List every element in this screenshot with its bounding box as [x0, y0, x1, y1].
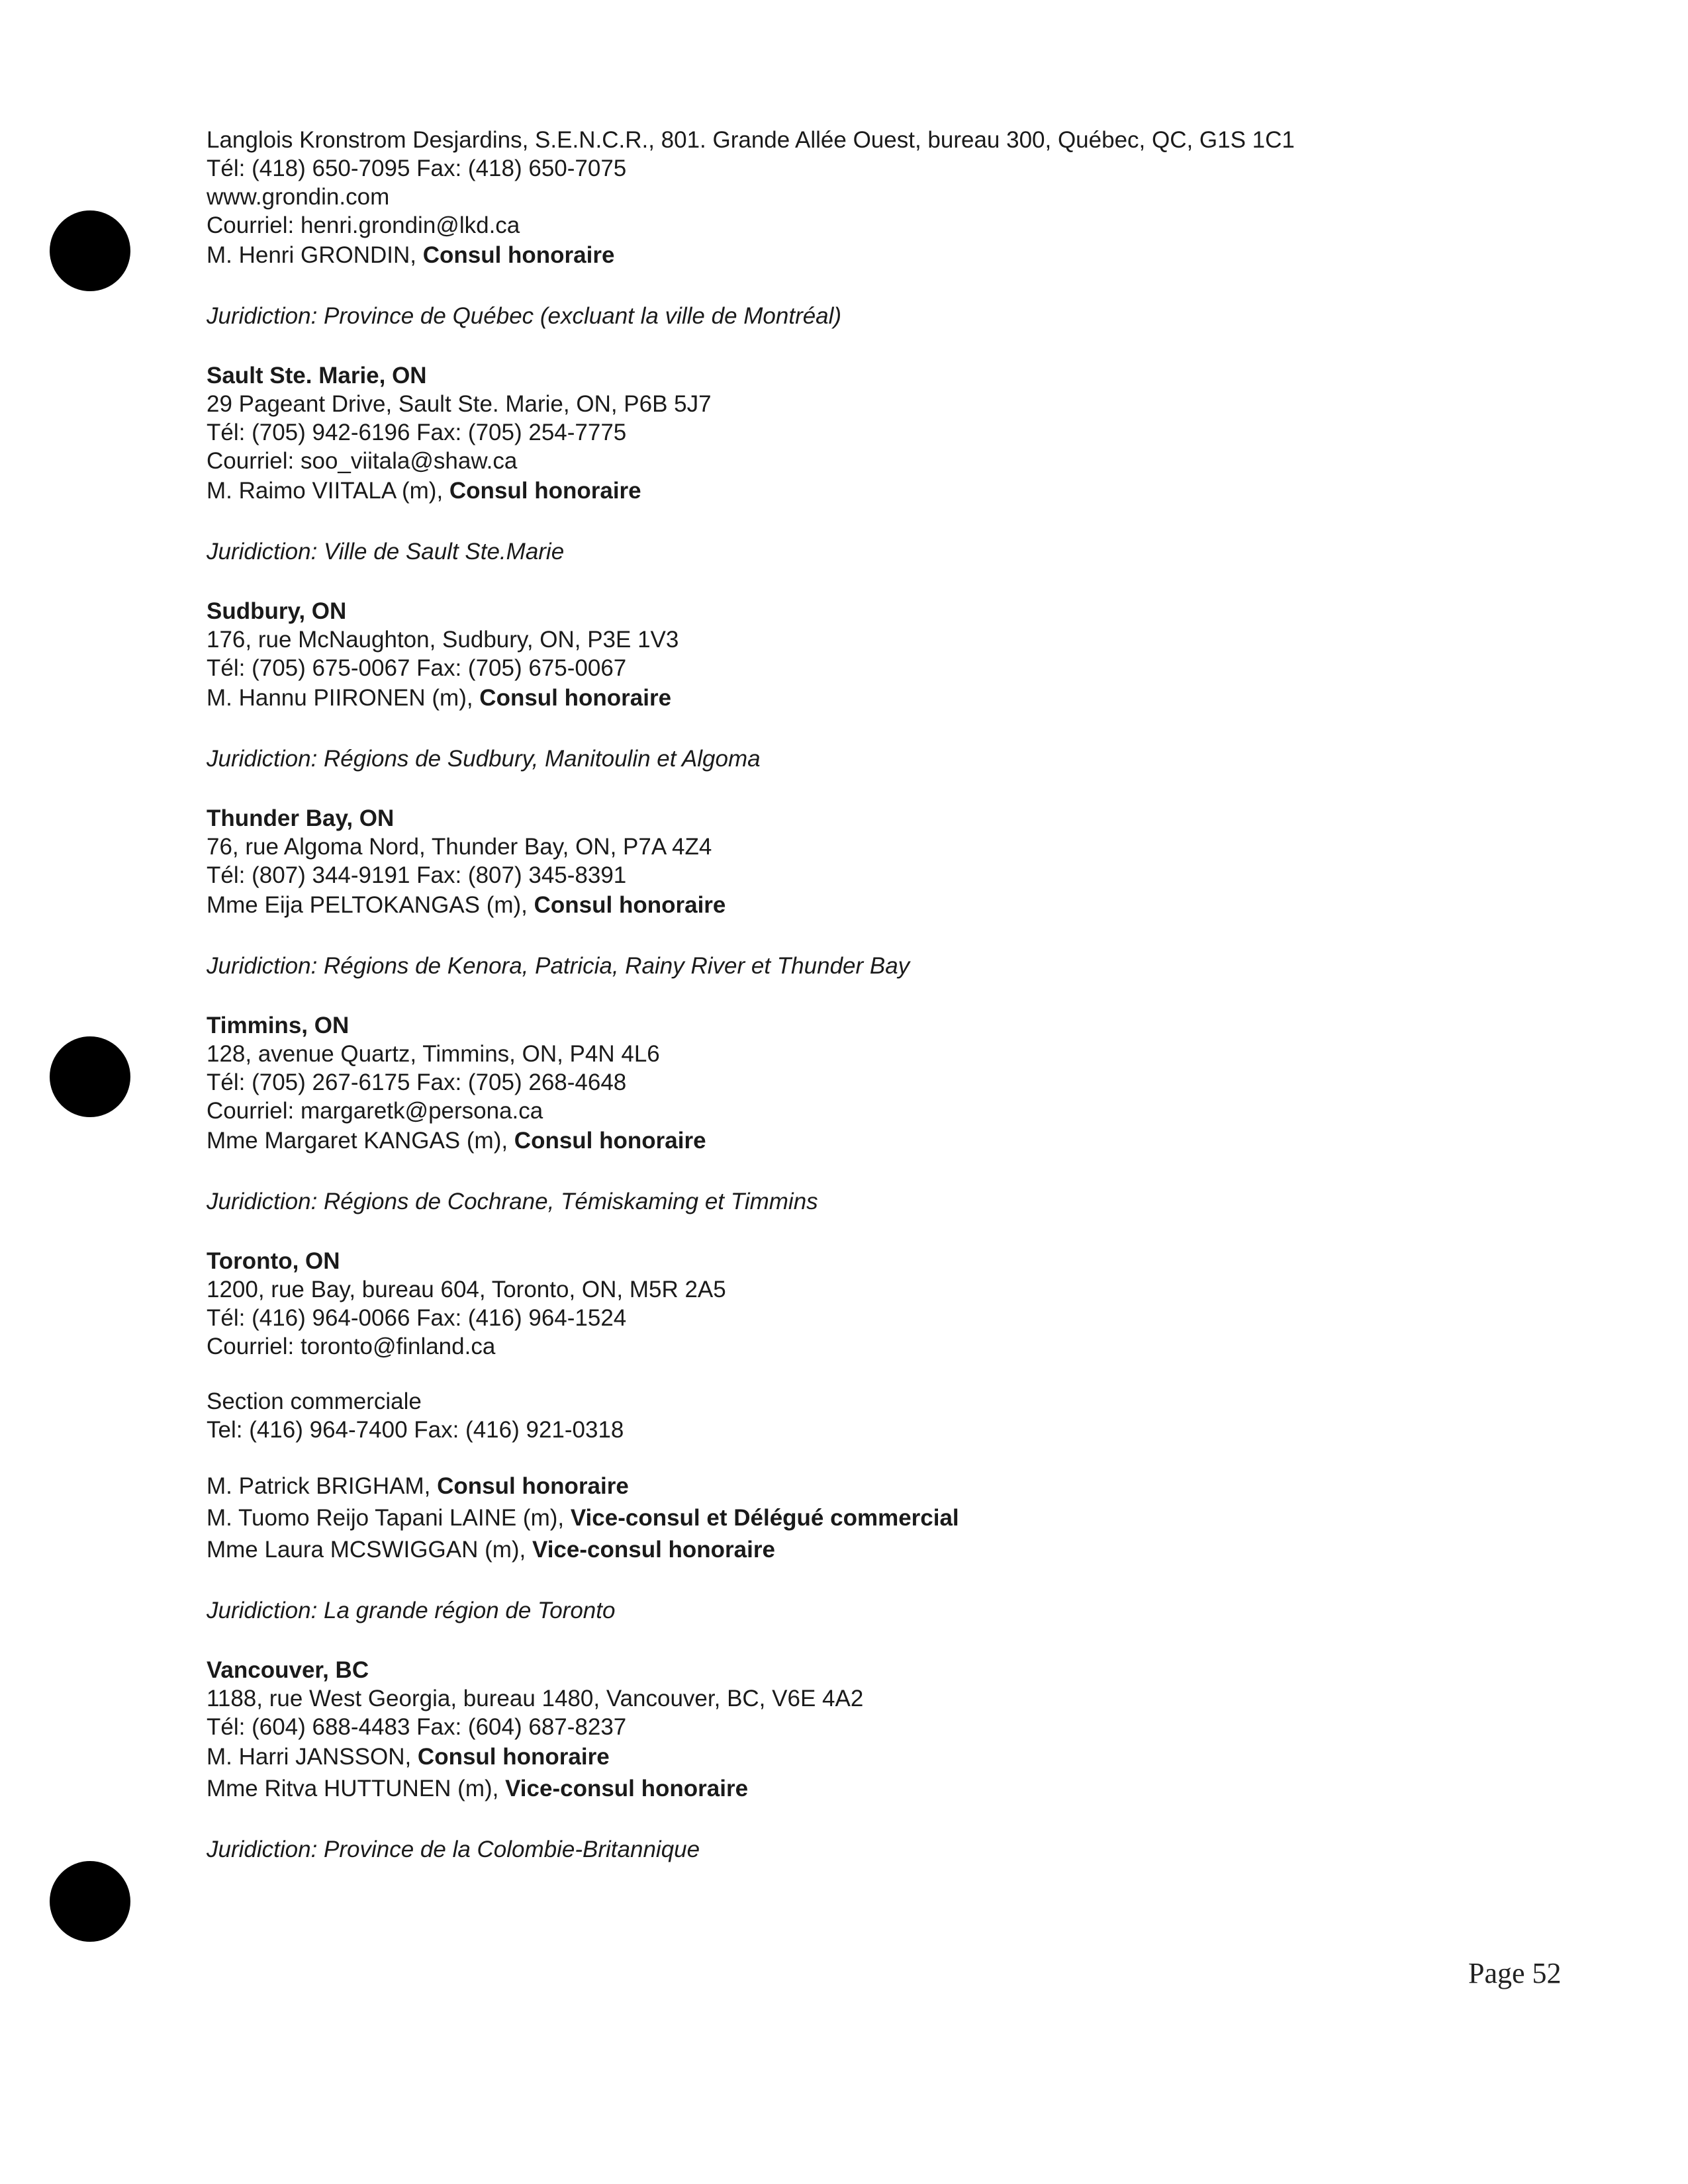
consulate-section [207, 597, 1530, 773]
consulate-section [207, 361, 1530, 566]
person-title: Consul honoraire [534, 892, 726, 918]
header-email: Courriel: henri.grondin@lkd.ca [207, 212, 520, 238]
contact-line: Tél: (807) 344-9191 Fax: (807) 345-8391 [207, 862, 627, 888]
header-address: Langlois Kronstrom Desjardins, S.E.N.C.R., 801. Grande Allée Ouest, bureau 300, Québec, QC, G1S 1C1 [207, 127, 1295, 153]
contact-line: 29 Pageant Drive, Sault Ste. Marie, ON, P6B 5J7 [207, 391, 712, 417]
city-heading: Toronto, ON [207, 1248, 340, 1274]
person-title: Vice-consul honoraire [532, 1537, 775, 1563]
binder-hole-top [50, 210, 130, 291]
person-line [207, 1471, 1530, 1502]
person-title: Consul honoraire [422, 242, 615, 268]
person-line [207, 1534, 1530, 1566]
person-title: Vice-consul honoraire [505, 1776, 749, 1801]
jurisdiction: Juridiction: Régions de Sudbury, Manitoulin et Algoma [207, 746, 761, 772]
commercial-line: Section commerciale [207, 1388, 422, 1414]
contact-line: Tél: (416) 964-0066 Fax: (416) 964-1524 [207, 1305, 627, 1331]
consulate-section [207, 804, 1530, 980]
person-name: M. Patrick BRIGHAM, [207, 1473, 438, 1499]
person-title: Consul honoraire [479, 685, 672, 711]
person-line [207, 889, 1530, 921]
person-title: Consul honoraire [514, 1128, 706, 1154]
person-line [207, 1502, 1530, 1534]
person-line [207, 240, 1530, 271]
consulate-section [207, 1247, 1530, 1625]
person-name: Mme Ritva HUTTUNEN (m), [207, 1776, 506, 1801]
person-title: Vice-consul et Délégué commercial [570, 1505, 959, 1531]
city-heading: Sault Ste. Marie, ON [207, 363, 427, 388]
header-website: www.grondin.com [207, 184, 390, 210]
jurisdiction: Juridiction: Régions de Kenora, Patricia, Rainy River et Thunder Bay [207, 953, 910, 979]
city-heading: Thunder Bay, ON [207, 805, 395, 831]
person-title: Consul honoraire [437, 1473, 629, 1499]
jurisdiction: Juridiction: Province de la Colombie-Britannique [207, 1837, 700, 1862]
city-heading: Vancouver, BC [207, 1657, 369, 1683]
contact-line: 76, rue Algoma Nord, Thunder Bay, ON, P7A 4Z4 [207, 834, 712, 860]
consulate-section [207, 1011, 1530, 1216]
jurisdiction: Juridiction: Province de Québec (excluant la ville de Montréal) [207, 303, 842, 329]
consulate-sections [207, 330, 1530, 1864]
commercial-line: Tel: (416) 964-7400 Fax: (416) 921-0318 [207, 1417, 624, 1443]
jurisdiction: Juridiction: La grande région de Toronto [207, 1598, 616, 1623]
header-phone: Tél: (418) 650-7095 Fax: (418) 650-7075 [207, 156, 627, 181]
person-line [207, 1125, 1530, 1157]
person-title: Consul honoraire [417, 1744, 610, 1770]
contact-line: Tél: (705) 942-6196 Fax: (705) 254-7775 [207, 420, 627, 445]
consulate-section [207, 1656, 1530, 1864]
contact-line: Courriel: margaretk@persona.ca [207, 1098, 543, 1124]
person-title: Consul honoraire [449, 478, 641, 504]
person-line [207, 1773, 1530, 1805]
person-name: Mme Laura MCSWIGGAN (m), [207, 1537, 532, 1563]
person-name: M. Raimo VIITALA (m), [207, 478, 449, 504]
city-heading: Sudbury, ON [207, 598, 347, 624]
document-body [207, 126, 1530, 1864]
contact-line: Tél: (705) 267-6175 Fax: (705) 268-4648 [207, 1069, 627, 1095]
person-name: M. Tuomo Reijo Tapani LAINE (m), [207, 1505, 571, 1531]
person-name: M. Henri GRONDIN, [207, 242, 423, 268]
city-heading: Timmins, ON [207, 1013, 350, 1038]
contact-line: 1188, rue West Georgia, bureau 1480, Vancouver, BC, V6E 4A2 [207, 1686, 864, 1711]
person-name: M. Hannu PIIRONEN (m), [207, 685, 480, 711]
jurisdiction: Juridiction: Régions de Cochrane, Témiskaming et Timmins [207, 1189, 818, 1214]
contact-line: 176, rue McNaughton, Sudbury, ON, P3E 1V3 [207, 627, 679, 653]
person-line [207, 682, 1530, 714]
contact-line: 128, avenue Quartz, Timmins, ON, P4N 4L6 [207, 1041, 660, 1067]
person-name: M. Harri JANSSON, [207, 1744, 418, 1770]
person-line [207, 475, 1530, 507]
header-block [207, 126, 1530, 330]
person-line [207, 1741, 1530, 1773]
contact-line: Tél: (604) 688-4483 Fax: (604) 687-8237 [207, 1714, 627, 1740]
person-name: Mme Margaret KANGAS (m), [207, 1128, 514, 1154]
binder-hole-middle [50, 1036, 130, 1117]
contact-line: Tél: (705) 675-0067 Fax: (705) 675-0067 [207, 655, 627, 681]
contact-line: Courriel: toronto@finland.ca [207, 1334, 496, 1359]
jurisdiction: Juridiction: Ville de Sault Ste.Marie [207, 539, 565, 565]
contact-line: 1200, rue Bay, bureau 604, Toronto, ON, M5R 2A5 [207, 1277, 726, 1302]
person-name: Mme Eija PELTOKANGAS (m), [207, 892, 534, 918]
binder-hole-bottom [50, 1861, 130, 1942]
contact-line: Courriel: soo_viitala@shaw.ca [207, 448, 518, 474]
page-number: Page 52 [1468, 1957, 1562, 1989]
